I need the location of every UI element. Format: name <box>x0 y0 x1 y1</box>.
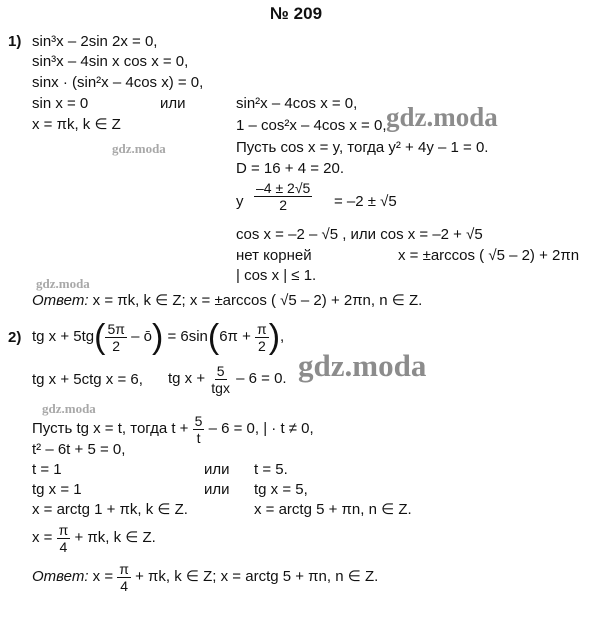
solution-line: или <box>204 461 230 478</box>
eq-text: Пусть tg x = t, тогда t + <box>32 420 189 437</box>
solution-line: tg x = 1 <box>32 481 82 498</box>
eq-text: = 6sin <box>167 328 208 345</box>
solution-line: t² – 6t + 5 = 0, <box>32 441 126 458</box>
solution-line: tg x = 5, <box>254 481 308 498</box>
fraction-denominator: 2 <box>279 197 288 213</box>
watermark: gdz.moda <box>386 102 498 132</box>
solution-line: sin³x – 2sin 2x = 0, <box>32 33 158 50</box>
answer-label: Ответ: <box>32 292 89 309</box>
watermark: gdz.moda <box>298 348 427 383</box>
solution-line: t = 5. <box>254 461 288 478</box>
fraction-denominator: 4 <box>120 577 129 594</box>
equation-line <box>32 518 156 558</box>
solution-line: | cos x | ≤ 1. <box>236 267 317 284</box>
part1-number: 1) <box>8 33 22 50</box>
fraction-numerator: 5 <box>216 362 225 379</box>
problem-title: № 209 <box>270 4 323 23</box>
answer-label: Ответ: <box>32 568 89 585</box>
solution-line: = –2 ± √5 <box>334 193 397 210</box>
solution-line: t = 1 <box>32 461 62 478</box>
solution-line: sinx · (sin²x – 4cos x) = 0, <box>32 74 204 91</box>
watermark: gdz.moda <box>112 141 166 156</box>
eq-text: – ō <box>131 328 152 345</box>
fraction-denominator: t <box>196 429 201 446</box>
answer-line <box>32 292 422 310</box>
solution-line: D = 16 + 4 = 20. <box>236 160 344 177</box>
answer-text: + πk, k ∈ Z; x = arctg 5 + πn, n ∈ Z. <box>135 568 379 585</box>
solution-line: x = πk, k ∈ Z <box>32 116 121 133</box>
fraction <box>254 180 312 213</box>
eq-text: , <box>280 328 285 345</box>
eq-text: x = <box>32 529 53 546</box>
solution-line: cos x = –2 – √5 , или cos x = –2 + √5 <box>236 226 483 243</box>
fraction-numerator: 5π <box>107 320 125 337</box>
eq-text: – 6 = 0. <box>236 370 287 387</box>
eq-text: 6π + <box>219 328 251 345</box>
solution-line: sin x = 0 <box>32 95 89 112</box>
watermark: gdz.moda <box>36 276 90 291</box>
fraction-denominator: 4 <box>59 538 68 555</box>
fraction-numerator: π <box>257 320 267 337</box>
eq-text: – 6 = 0, | · t ≠ 0, <box>208 420 314 437</box>
answer-text: x = πk, k ∈ Z; x = ±arccos ( √5 – 2) + 2πn, n ∈ Z. <box>88 292 423 309</box>
fraction-numerator: 5 <box>194 412 203 429</box>
equation-line <box>168 356 287 402</box>
equation-line: tg x + 5ctg x = 6, <box>32 371 143 388</box>
solution-line: x = ±arccos ( √5 – 2) + 2πn <box>398 247 580 264</box>
watermark: gdz.moda <box>42 401 96 416</box>
answer-line <box>32 557 378 597</box>
part2-number: 2) <box>8 329 22 346</box>
solution-line: или <box>160 95 186 112</box>
eq-text: + πk, k ∈ Z. <box>74 529 156 546</box>
fraction-denominator: 2 <box>112 337 121 354</box>
solution-line: нет корней <box>236 247 312 264</box>
fraction-denominator: 2 <box>257 337 266 354</box>
solution-line: y <box>236 193 244 210</box>
solution-line: 1 – cos²x – 4cos x = 0, <box>236 117 387 134</box>
fraction-numerator: –4 ± 2√5 <box>256 180 311 196</box>
eq-text: x = <box>88 568 114 585</box>
eq-text: tg x + <box>168 370 206 387</box>
fraction-denominator: tgx <box>211 379 230 396</box>
solution-line: sin³x – 4sin x cos x = 0, <box>32 53 189 70</box>
fraction-numerator: π <box>58 521 69 538</box>
solution-line: x = arctg 5 + πn, n ∈ Z. <box>254 501 412 518</box>
solution-line: sin²x – 4cos x = 0, <box>236 95 358 112</box>
eq-text: tg x + 5tg <box>32 328 95 345</box>
fraction-numerator: π <box>119 560 129 577</box>
solution-line: или <box>204 481 230 498</box>
solution-line: x = arctg 1 + πk, k ∈ Z. <box>32 501 188 518</box>
equation-line: tg x + 5tg( $\frac{5\pi}{2}$ – ō) = 6sin(6π + $\frac{\pi}{2}$ ), <box>32 318 285 357</box>
solution-line: Пусть cos x = y, тогда y² + 4y – 1 = 0. <box>236 139 489 156</box>
